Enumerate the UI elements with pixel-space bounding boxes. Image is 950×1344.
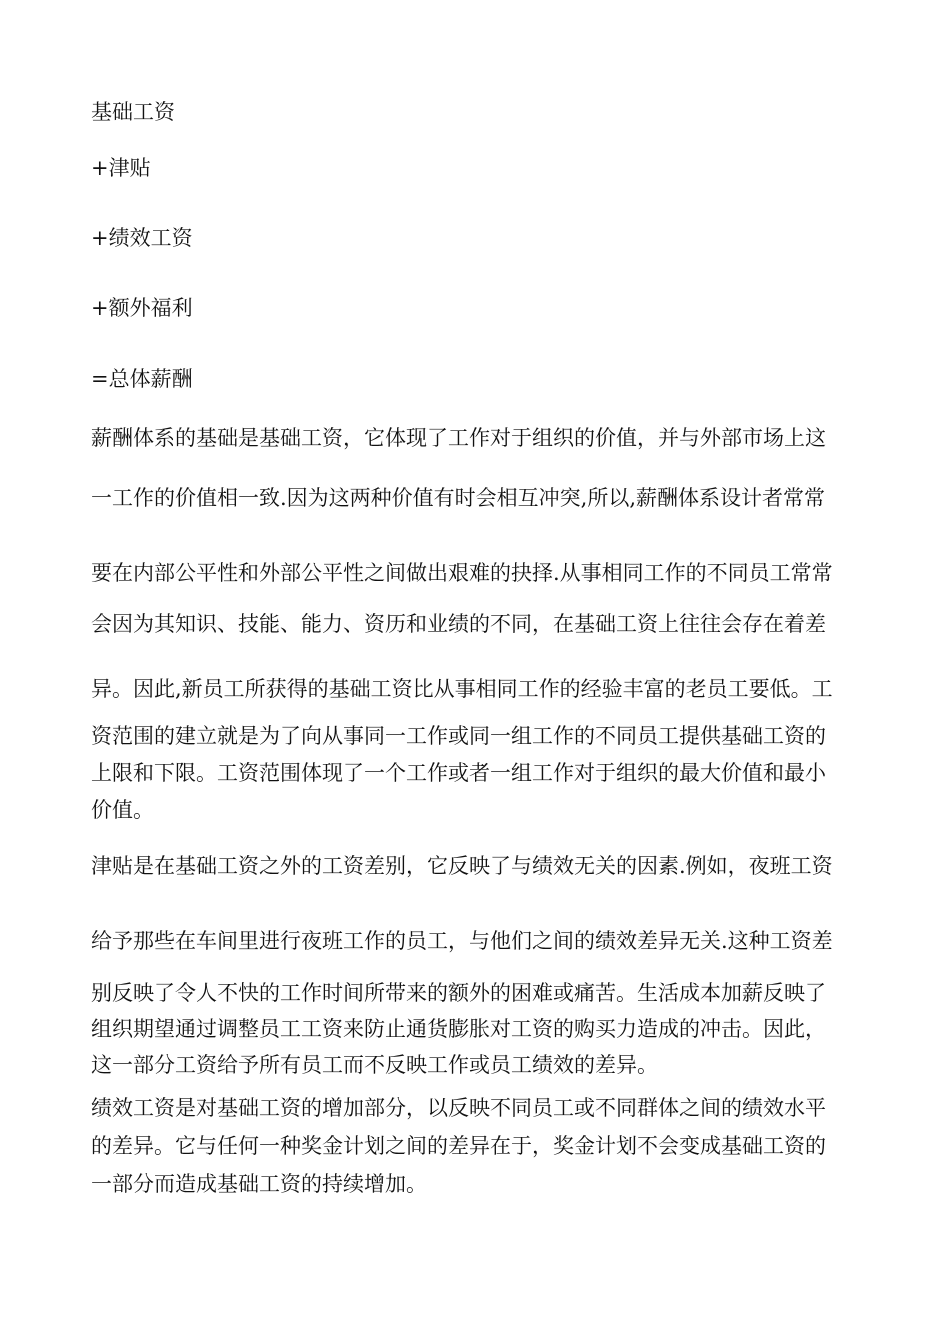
- formula-extra-benefits: +额外福利: [91, 296, 193, 320]
- text-line: 资范围的建立就是为了向从事同一工作或同一组工作的不同员工提供基础工资的: [91, 724, 826, 748]
- formula-performance-pay: +绩效工资: [91, 226, 193, 250]
- text-line: 异。因此,新员工所获得的基础工资比从事相同工作的经验丰富的老员工要低。工: [91, 677, 833, 701]
- text-line: 上限和下限。工资范围体现了一个工作或者一组工作对于组织的最大价值和最小: [91, 761, 826, 785]
- text-line: 会因为其知识、技能、能力、资历和业绩的不同，在基础工资上往往会存在着差: [91, 612, 826, 636]
- text-line: 给予那些在车间里进行夜班工作的员工，与他们之间的绩效差异无关.这种工资差: [91, 929, 833, 953]
- text-line: 一工作的价值相一致.因为这两种价值有时会相互冲突,所以,薪酬体系设计者常常: [91, 486, 826, 510]
- text-line: 要在内部公平性和外部公平性之间做出艰难的抉择.从事相同工作的不同员工常常: [91, 561, 833, 585]
- formula-base-salary: 基础工资: [91, 100, 175, 124]
- formula-allowance: +津贴: [91, 156, 151, 180]
- text-line: 一部分而造成基础工资的持续增加。: [91, 1172, 427, 1196]
- text-line: 这一部分工资给予所有员工而不反映工作或员工绩效的差异。: [91, 1053, 658, 1077]
- text-line: 津贴是在基础工资之外的工资差别，它反映了与绩效无关的因素.例如，夜班工资: [91, 854, 833, 878]
- formula-total-compensation: =总体薪酬: [91, 367, 193, 391]
- text-line: 价值。: [91, 798, 154, 822]
- text-line: 别反映了令人不快的工作时间所带来的额外的困难或痛苦。生活成本加薪反映了: [91, 981, 826, 1005]
- text-line: 的差异。它与任何一种奖金计划之间的差异在于，奖金计划不会变成基础工资的: [91, 1134, 826, 1158]
- text-line: 薪酬体系的基础是基础工资，它体现了工作对于组织的价值，并与外部市场上这: [91, 426, 826, 450]
- text-line: 绩效工资是对基础工资的增加部分，以反映不同员工或不同群体之间的绩效水平: [91, 1096, 826, 1120]
- text-line: 组织期望通过调整员工工资来防止通货膨胀对工资的购买力造成的冲击。因此，: [91, 1017, 826, 1041]
